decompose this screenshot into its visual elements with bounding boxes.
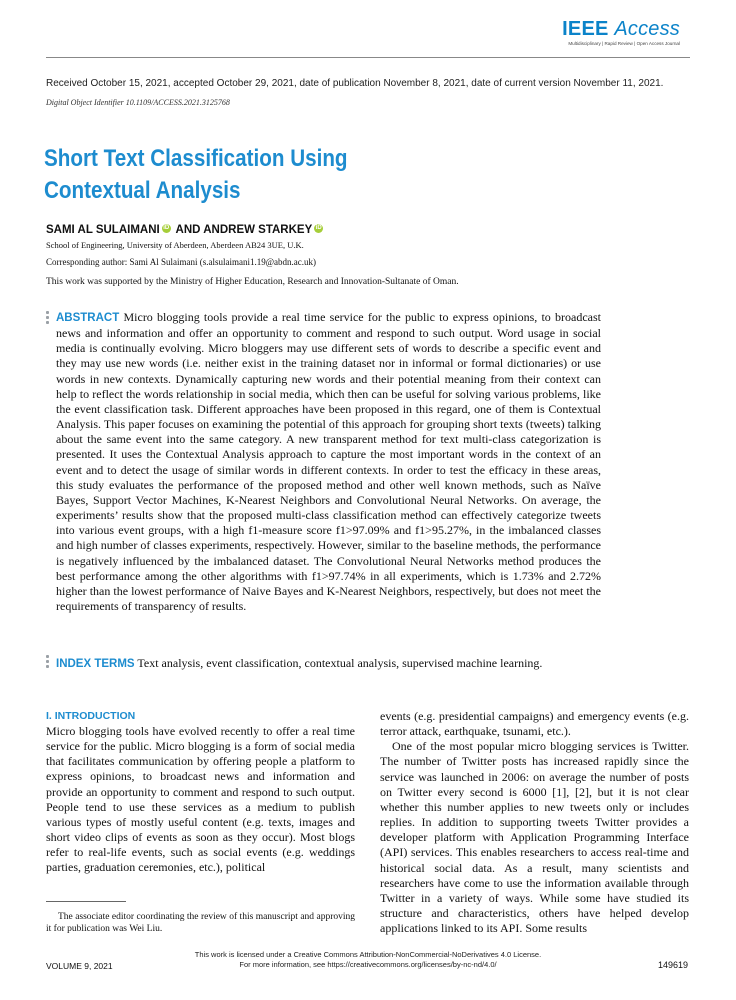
intro-paragraph-1: Micro blogging tools have evolved recently to offer a real time service for the public. Micro blogging is a form of social media that facilitates communication by offering people a platform to express opinions, to broadcast news and information and provide an opportunity to comment and respond to such output. People tend to use these services as a medium to publish various types of mostly useful content (e.g. texts, images and short video clips of events as soon as they occur). Most blogs refer to real-life events, such as social events (e.g. weddings parties, graduation ceremonies, etc.), political <box>46 724 355 875</box>
title-line-2: Contextual Analysis <box>44 177 241 204</box>
abstract-label: ABSTRACT <box>56 312 120 324</box>
volume-label: VOLUME 9, 2021 <box>46 961 113 971</box>
author-1: SAMI AL SULAIMANI <box>46 224 160 236</box>
corresponding-author: Corresponding author: Sami Al Sulaimani (s.alsulaimani1.19@abdn.ac.uk) <box>46 257 316 267</box>
abstract <box>56 310 601 614</box>
logo-access: Access <box>614 18 680 40</box>
author-2: ANDREW STARKEY <box>203 224 313 236</box>
index-terms-text: Text analysis, event classification, contextual analysis, supervised machine learning. <box>137 656 543 670</box>
paper-title <box>44 143 526 207</box>
page-number: 149619 <box>657 960 688 970</box>
affiliation: School of Engineering, University of Aberdeen, Aberdeen AB24 3UE, U.K. <box>46 240 304 250</box>
body-column-right <box>380 709 689 936</box>
journal-logo <box>562 18 680 46</box>
intro-paragraph-1-continued: events (e.g. presidential campaigns) and emergency events (e.g. terror attack, earthquake, tsunami, etc.). <box>380 709 689 739</box>
doi-label: Digital Object Identifier <box>46 98 124 107</box>
body-column-left <box>46 709 355 876</box>
orcid-icon[interactable]: iD <box>315 225 322 231</box>
intro-paragraph-2: One of the most popular micro blogging services is Twitter. The number of Twitter posts has increased rapidly since the service was launched in 2006: on average the number of posts on Twitter every second is 6000 [1], [2], but it is not clear whether this number applies to new tweets only or includes replies. In addition to supporting tweets Twitter provides a developer platform with Application Programming Interface (API) services. This enables researchers to access real-time and historical social data. As a result, many scientists and researchers have come to use the information available through Twitter in a variety of ways. While some have studied its structure and characteristics, others have helped develop applications linked to its API. Some results <box>380 739 689 936</box>
title-line-1: Short Text Classification Using <box>44 145 348 172</box>
publication-history: Received October 15, 2021, accepted October 29, 2021, date of publication November 8, 2021, date of current version November 11, 2021. <box>46 78 664 89</box>
funding-statement: This work was supported by the Ministry of Higher Education, Research and Innovation-Sultanate of Oman. <box>46 277 459 287</box>
editor-footnote: The associate editor coordinating the review of this manuscript and approving it for publication was Wei Liu. <box>46 912 355 934</box>
author-conjunction: AND <box>175 224 201 236</box>
index-terms-label: INDEX TERMS <box>56 658 135 670</box>
logo-ieee: IEEE <box>562 18 609 40</box>
section-heading-introduction: I. INTRODUCTION <box>46 710 136 722</box>
index-terms <box>56 656 616 672</box>
logo-tagline: Multidisciplinary | Rapid Review | Open Access Journal <box>568 41 680 46</box>
author-list <box>46 224 325 236</box>
orcid-icon[interactable]: iD <box>163 225 170 231</box>
footnote-divider <box>46 901 126 902</box>
doi-line <box>46 98 230 107</box>
abstract-marker-icon <box>46 311 50 326</box>
doi-value[interactable]: 10.1109/ACCESS.2021.3125768 <box>125 98 230 107</box>
license-line-1: This work is licensed under a Creative Commons Attribution-NonCommercial-NoDerivatives 4.0 License. <box>194 950 542 959</box>
abstract-text: Micro blogging tools provide a real time service for the public to express opinions, to broadcast news and information and offer an opportunity to comment and respond to such output. Word usage in social media is continually evolving. Micro bloggers may use different sets of words to describe a specific event and they may use new words (i.e. neither exist in the training dataset nor in informal or formal dictionaries) or use words in new contexts. Dynamically capturing new words and their potential meaning from their context can help to reflect the words relationship in social media, which then can be useful for solving various problems, like the event classification task. Different approaches have been proposed in this regard, one of them is Contextual Analysis. This paper focuses on examining the potential of this approach for grouping short texts (tweets) talking about the same event into the same category. A new transparent method for text multi-class categorization is presented. It uses the Contextual Analysis approach to capture the most important words in the context of an event and to detect the usage of similar words in different contexts. In order to test the efficacy in these areas, this study evaluates the performance of the proposed method and other well known methods, such as Naïve Bayes, Support Vector Machines, K-Nearest Neighbors and Convolutional Neural Networks. On average, the experiments’ results show that the proposed multi-class classification method can effectively categorize tweets into various event groups, with a high f1-measure score f1>97.09% and f1>95.27%, in the imbalanced classes and high number of classes experiments, respectively. However, similar to the baseline methods, the performance is negatively influenced by the imbalanced dataset. The Convolutional Neural Networks method produces the best performance among the other algorithms with f1>97.74% in all experiments, which is 1.73% and 2.72% higher than the lowest performance of Naive Bayes and K-Nearest Neighbors, respectively, but does not meet the requirements of transparency of results. <box>56 310 602 613</box>
index-terms-marker-icon <box>46 655 50 670</box>
license-line-2[interactable]: For more information, see https://creativecommons.org/licenses/by-nc-nd/4.0/ <box>239 959 497 969</box>
header-divider <box>46 57 690 58</box>
